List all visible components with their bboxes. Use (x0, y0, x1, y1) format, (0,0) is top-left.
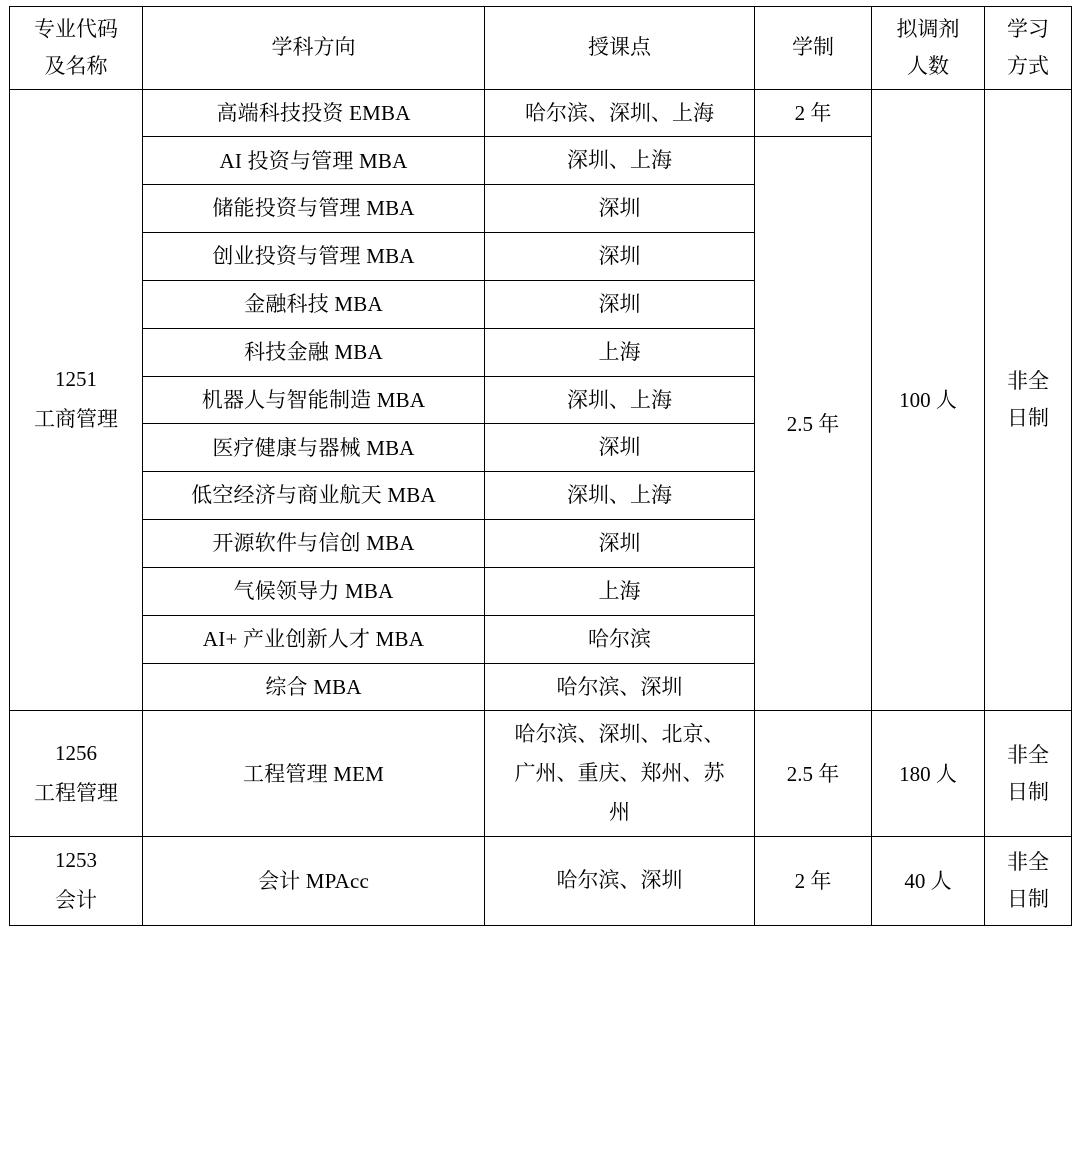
site-cell: 上海 (485, 328, 755, 376)
header-quota (872, 7, 985, 90)
direction-cell: 科技金融 MBA (143, 328, 485, 376)
site-cell: 深圳、上海 (485, 137, 755, 185)
site-cell: 深圳、上海 (485, 472, 755, 520)
direction-cell: 机器人与智能制造 MBA (143, 376, 485, 424)
study-mode-cell (985, 711, 1072, 837)
header-major-code-line2: 及名称 (44, 53, 108, 78)
header-major-code-line1: 专业代码 (34, 17, 118, 41)
study-mode-line1: 非全 (1007, 369, 1049, 394)
major-code-number: 1256 (55, 740, 97, 765)
site-cell: 哈尔滨 (485, 615, 755, 663)
quota-cell: 180 人 (872, 711, 985, 837)
header-major-code (10, 7, 143, 90)
site-cell: 深圳、上海 (485, 376, 755, 424)
header-quota-line1: 拟调剂 (896, 17, 960, 41)
study-mode-line1: 非全 (1007, 742, 1049, 767)
site-text: 哈尔滨、深圳、北京、广州、重庆、郑州、苏州 (514, 722, 725, 825)
study-mode-line1: 非全 (1007, 850, 1049, 875)
site-cell: 哈尔滨、深圳 (485, 837, 755, 926)
duration-cell: 2.5 年 (755, 137, 872, 711)
direction-cell: 气候领导力 MBA (143, 567, 485, 615)
study-mode-cell (985, 837, 1072, 926)
duration-cell: 2.5 年 (755, 711, 872, 837)
study-mode-line2: 日制 (1007, 886, 1049, 911)
header-direction (143, 7, 485, 90)
header-study-mode-line2: 方式 (1007, 53, 1049, 78)
study-mode-line2: 日制 (1007, 405, 1049, 430)
site-cell: 深圳 (485, 185, 755, 233)
duration-cell: 2 年 (755, 89, 872, 137)
header-teaching-site-line1: 授课点 (588, 35, 651, 60)
major-code-cell (10, 711, 143, 837)
direction-cell: 金融科技 MBA (143, 280, 485, 328)
header-direction-line1: 学科方向 (271, 35, 356, 60)
table-row (10, 89, 1072, 137)
direction-cell: 储能投资与管理 MBA (143, 185, 485, 233)
major-code-number: 1251 (55, 367, 97, 392)
site-cell: 深圳 (485, 424, 755, 472)
direction-cell: 低空经济与商业航天 MBA (143, 472, 485, 520)
major-code-name: 工程管理 (34, 780, 118, 805)
header-study-mode (985, 7, 1072, 90)
site-cell: 深圳 (485, 233, 755, 281)
table-row (10, 837, 1072, 926)
direction-cell: 会计 MPAcc (143, 837, 485, 926)
site-cell: 深圳 (485, 280, 755, 328)
site-cell: 上海 (485, 567, 755, 615)
header-quota-line2: 人数 (907, 53, 949, 78)
site-cell (485, 711, 755, 837)
major-code-number: 1253 (55, 848, 97, 872)
quota-cell: 40 人 (872, 837, 985, 926)
table-header-row (10, 7, 1072, 90)
study-mode-cell (985, 89, 1072, 711)
direction-cell: 高端科技投资 EMBA (143, 89, 485, 137)
header-duration-line1: 学制 (792, 35, 834, 60)
major-code-cell (10, 89, 143, 711)
major-code-cell (10, 837, 143, 926)
site-cell: 深圳 (485, 520, 755, 568)
major-code-name: 会计 (55, 887, 97, 912)
quota-cell: 100 人 (872, 89, 985, 711)
direction-cell: AI+ 产业创新人才 MBA (143, 615, 485, 663)
direction-cell: 创业投资与管理 MBA (143, 233, 485, 281)
direction-cell: AI 投资与管理 MBA (143, 137, 485, 185)
header-duration (755, 7, 872, 90)
majors-adjustment-table (9, 6, 1072, 926)
direction-cell: 综合 MBA (143, 663, 485, 711)
site-cell: 哈尔滨、深圳、上海 (485, 89, 755, 137)
direction-cell: 医疗健康与器械 MBA (143, 424, 485, 472)
direction-cell: 工程管理 MEM (143, 711, 485, 837)
table-row (10, 711, 1072, 837)
direction-cell: 开源软件与信创 MBA (143, 520, 485, 568)
study-mode-line2: 日制 (1007, 779, 1049, 804)
header-study-mode-line1: 学习 (1007, 17, 1049, 41)
site-cell: 哈尔滨、深圳 (485, 663, 755, 711)
duration-cell: 2 年 (755, 837, 872, 926)
header-teaching-site (485, 7, 755, 90)
major-code-name: 工商管理 (34, 406, 118, 431)
document-page (0, 6, 1080, 1156)
